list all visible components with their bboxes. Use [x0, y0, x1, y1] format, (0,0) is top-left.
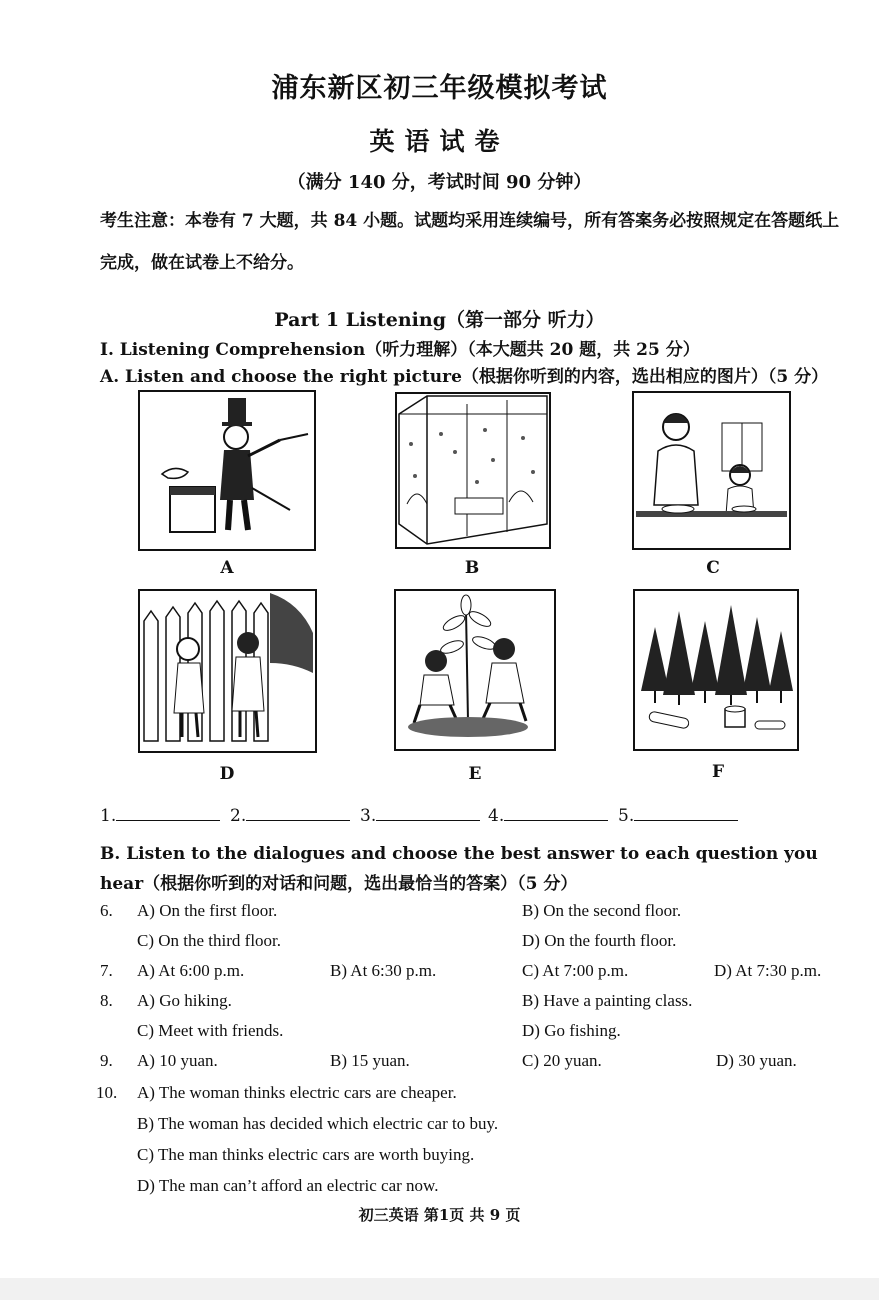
option-b[interactable]: B) 15 yuan. — [330, 1051, 410, 1070]
magician-with-dove-icon — [140, 392, 314, 549]
option-c[interactable]: C) On the third floor. — [137, 931, 282, 950]
section-a-heading: A. Listen and choose the right picture（根据你听到的内容，选出相应的图片）（5 分） — [100, 367, 829, 387]
option-d[interactable]: D) On the fourth floor. — [522, 931, 677, 950]
option-b[interactable]: B) The woman has decided which electric car to buy. — [137, 1114, 499, 1133]
section-b-heading: B. Listen to the dialogues and choose the best answer to each question you hear（根据你听到的对话和问题，选出最恰当的答案）（5 分） — [100, 844, 818, 894]
glass-greenhouse-room-icon — [397, 394, 549, 547]
picture-b — [395, 392, 551, 549]
section-i-heading: I. Listening Comprehension（听力理解）（本大题共 20 题，共 25 分） — [100, 340, 700, 360]
exam-notice: 考生注意：本卷有 7 大题，共 84 小题。试题均采用连续编号，所有答案务必按照规定在答题纸上完成，做在试卷上不给分。 — [100, 211, 840, 273]
score-info: （满分 140 分，考试时间 90 分钟） — [287, 172, 592, 193]
answer-blank-2[interactable]: 2. — [230, 806, 350, 826]
option-b[interactable]: B) On the second floor. — [522, 901, 682, 920]
picture-label-c: C — [706, 558, 720, 578]
part1-title: Part 1 Listening（第一部分 听力） — [274, 309, 605, 331]
picture-e — [394, 589, 556, 751]
picture-label-d: D — [219, 764, 235, 784]
option-b[interactable]: B) At 6:30 p.m. — [330, 961, 437, 980]
option-d[interactable]: D) At 7:30 p.m. — [714, 961, 822, 980]
picture-f — [633, 589, 799, 751]
picture-label-a: A — [220, 558, 234, 578]
page-edge — [0, 1278, 879, 1300]
answer-blank-5[interactable]: 5. — [618, 806, 738, 826]
option-c[interactable]: C) At 7:00 p.m. — [522, 961, 629, 980]
answer-blank-1[interactable]: 1. — [100, 806, 220, 826]
option-c[interactable]: C) Meet with friends. — [137, 1021, 284, 1040]
forest-with-stumps-icon — [635, 591, 797, 749]
question-number: 10. — [96, 1083, 118, 1102]
option-a[interactable]: A) Go hiking. — [137, 991, 232, 1010]
question-number: 9. — [100, 1051, 113, 1070]
option-d[interactable]: D) The man can’t afford an electric car now. — [137, 1176, 439, 1195]
question-number: 8. — [100, 991, 113, 1010]
option-a[interactable]: A) The woman thinks electric cars are cheaper. — [137, 1083, 457, 1102]
option-d[interactable]: D) 30 yuan. — [716, 1051, 797, 1070]
mother-and-child-cooking-icon — [634, 393, 789, 548]
question-number: 7. — [100, 961, 113, 980]
picture-c — [632, 391, 791, 550]
option-a[interactable]: A) On the first floor. — [137, 901, 278, 920]
page-footer: 初三英语 第1页 共 9 页 — [358, 1206, 521, 1224]
picture-d — [138, 589, 317, 753]
answer-blank-3[interactable]: 3. — [360, 806, 480, 826]
picture-label-f: F — [711, 762, 725, 782]
question-number: 6. — [100, 901, 113, 920]
option-a[interactable]: A) At 6:00 p.m. — [137, 961, 245, 980]
children-at-fence-icon — [140, 591, 315, 751]
paper-subtitle: 英语试卷 — [369, 127, 510, 156]
picture-label-b: B — [464, 558, 480, 578]
children-planting-tree-icon — [396, 591, 554, 749]
picture-label-e: E — [468, 764, 482, 784]
option-d[interactable]: D) Go fishing. — [522, 1021, 621, 1040]
option-c[interactable]: C) The man thinks electric cars are worth buying. — [137, 1145, 475, 1164]
option-c[interactable]: C) 20 yuan. — [522, 1051, 602, 1070]
picture-a — [138, 390, 316, 551]
answer-blank-4[interactable]: 4. — [488, 806, 608, 826]
exam-title: 浦东新区初三年级模拟考试 — [271, 73, 608, 104]
option-b[interactable]: B) Have a painting class. — [522, 991, 693, 1010]
option-a[interactable]: A) 10 yuan. — [137, 1051, 218, 1070]
